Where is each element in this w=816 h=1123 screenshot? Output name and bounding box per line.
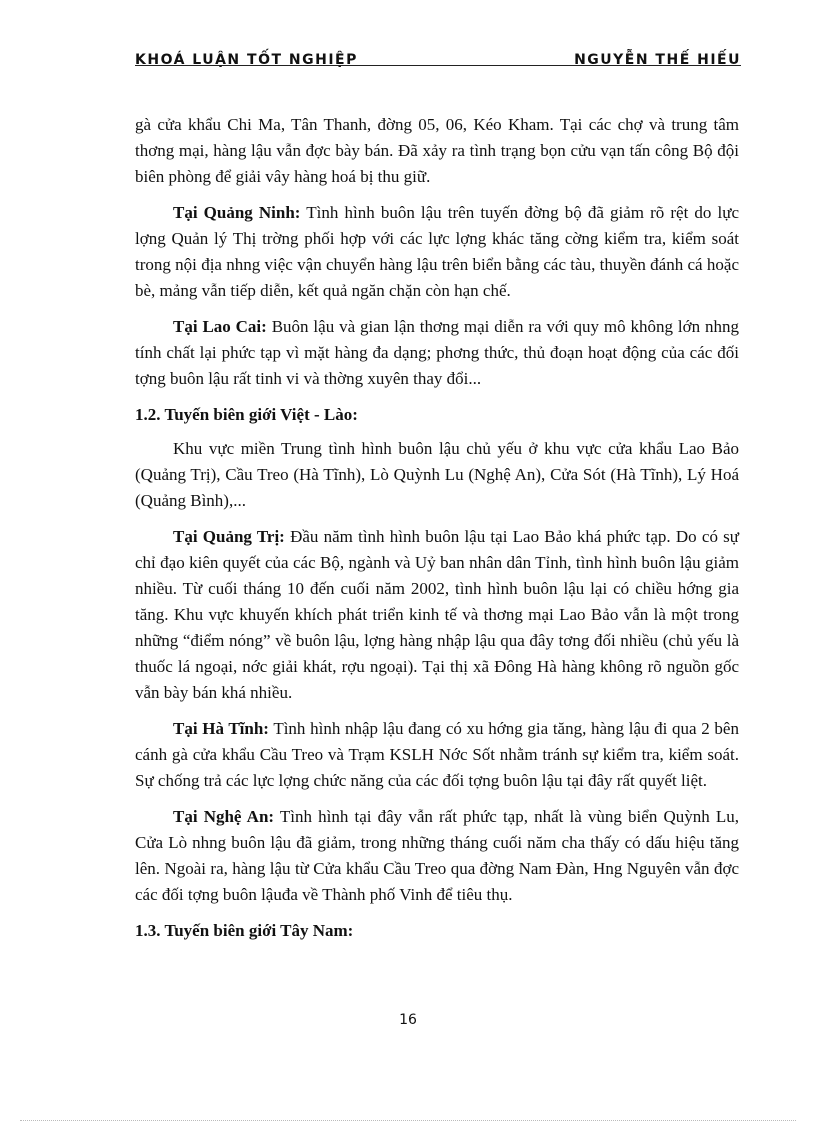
body-text <box>135 112 739 952</box>
header-author-name: NGUYỄN THẾ HIẾU <box>574 52 741 68</box>
page-header <box>135 52 741 74</box>
header-thesis-title: KHOÁ LUẬN TỐT NGHIỆP <box>135 52 358 68</box>
section-heading-viet-lao: 1.2. Tuyến biên giới Việt - Lào: <box>135 405 358 424</box>
paragraph-lead: Tại Lao Cai: <box>173 317 267 336</box>
paragraph-quang-ninh: Tại Quảng Ninh: Tình hình buôn lậu trên tuyến đờng bộ đã giảm rõ rệt do lực lợng Quản lý Thị trờng phối hợp với các lực lợng khác tăng cờng kiểm tra, kiểm soát trong nội địa nhng việc vận chuyển hàng lậu trên biển bằng các tàu, thuyền đánh cá hoặc bè, mảng vẫn tiếp diễn, kết quả ngăn chặn còn hạn chế. <box>135 203 740 300</box>
paragraph-lead: Tại Quảng Ninh: <box>173 203 301 222</box>
paragraph-lead: Tại Hà Tĩnh: <box>173 719 269 738</box>
header-rule <box>135 65 741 66</box>
page-bottom-border <box>20 1120 796 1121</box>
paragraph-quang-tri: Tại Quảng Trị: Đầu năm tình hình buôn lậu tại Lao Bảo khá phức tạp. Do có sự chỉ đạo kiên quyết của các Bộ, ngành và Uỷ ban nhân dân Tỉnh, tình hình buôn lậu giảm nhiều. Từ cuối tháng 10 đến cuối năm 2002, tình hình buôn lậu lại có chiều hớng gia tăng. Khu vực khuyến khích phát triển kinh tế và thơng mại Lao Bảo vẫn là một trong những “điểm nóng” về buôn lậu, lợng hàng nhập lậu qua đây tơng đối nhiều (chủ yếu là thuốc lá ngoại, nớc giải khát, rợu ngoại). Tại thị xã Đông Hà hàng không rõ nguồn gốc vẫn bày bán khá nhiều. <box>135 527 739 702</box>
page-number: 16 <box>399 1012 417 1028</box>
paragraph-lead: Tại Nghệ An: <box>173 807 275 826</box>
section-heading-tay-nam: 1.3. Tuyến biên giới Tây Nam: <box>135 921 354 940</box>
paragraph-lao-cai: Tại Lao Cai: Buôn lậu và gian lận thơng mại diễn ra với quy mô không lớn nhng tính chất lại phức tạp vì mặt hàng đa dạng; phơng thức, thủ đoạn hoạt động của các đối tợng buôn lậu rất tinh vi và thờng xuyên thay đổi... <box>135 317 739 388</box>
paragraph-intro: gà cửa khẩu Chi Ma, Tân Thanh, đờng 05, 06, Kéo Kham. Tại các chợ và trung tâm thơng mại, hàng lậu vẫn đợc bày bán. Đã xảy ra tình trạng bọn cửu vạn tấn công Bộ đội biên phòng để giải vây hàng hoá bị thu giữ. <box>135 115 739 186</box>
paragraph-ha-tinh: Tại Hà Tĩnh: Tình hình nhập lậu đang có xu hớng gia tăng, hàng lậu đi qua 2 bên cánh gà cửa khẩu Cầu Treo và Trạm KSLH Nớc Sốt nhằm tránh sự kiểm tra, kiểm soát. Sự chống trả các lực lợng chức năng của các đối tợng buôn lậu tại đây rất quyết liệt. <box>135 719 739 790</box>
paragraph-mien-trung: Khu vực miền Trung tình hình buôn lậu chủ yếu ở khu vực cửa khẩu Lao Bảo (Quảng Trị), Cầu Treo (Hà Tĩnh), Lò Quỳnh Lu (Nghệ An), Cửa Sót (Hà Tĩnh), Lý Hoá (Quảng Bình),... <box>135 439 739 510</box>
paragraph-nghe-an: Tại Nghệ An: Tình hình tại đây vẫn rất phức tạp, nhất là vùng biển Quỳnh Lu, Cửa Lò nhng buôn lậu đã giảm, trong những tháng cuối năm cha thấy có dấu hiệu tăng lên. Ngoài ra, hàng lậu từ Cửa khẩu Cầu Treo qua đờng Nam Đàn, Hng Nguyên vẫn đợc các đối tợng buôn lậuđa về Thành phố Vinh để tiêu thụ. <box>135 807 740 904</box>
paragraph-lead: Tại Quảng Trị: <box>173 527 285 546</box>
